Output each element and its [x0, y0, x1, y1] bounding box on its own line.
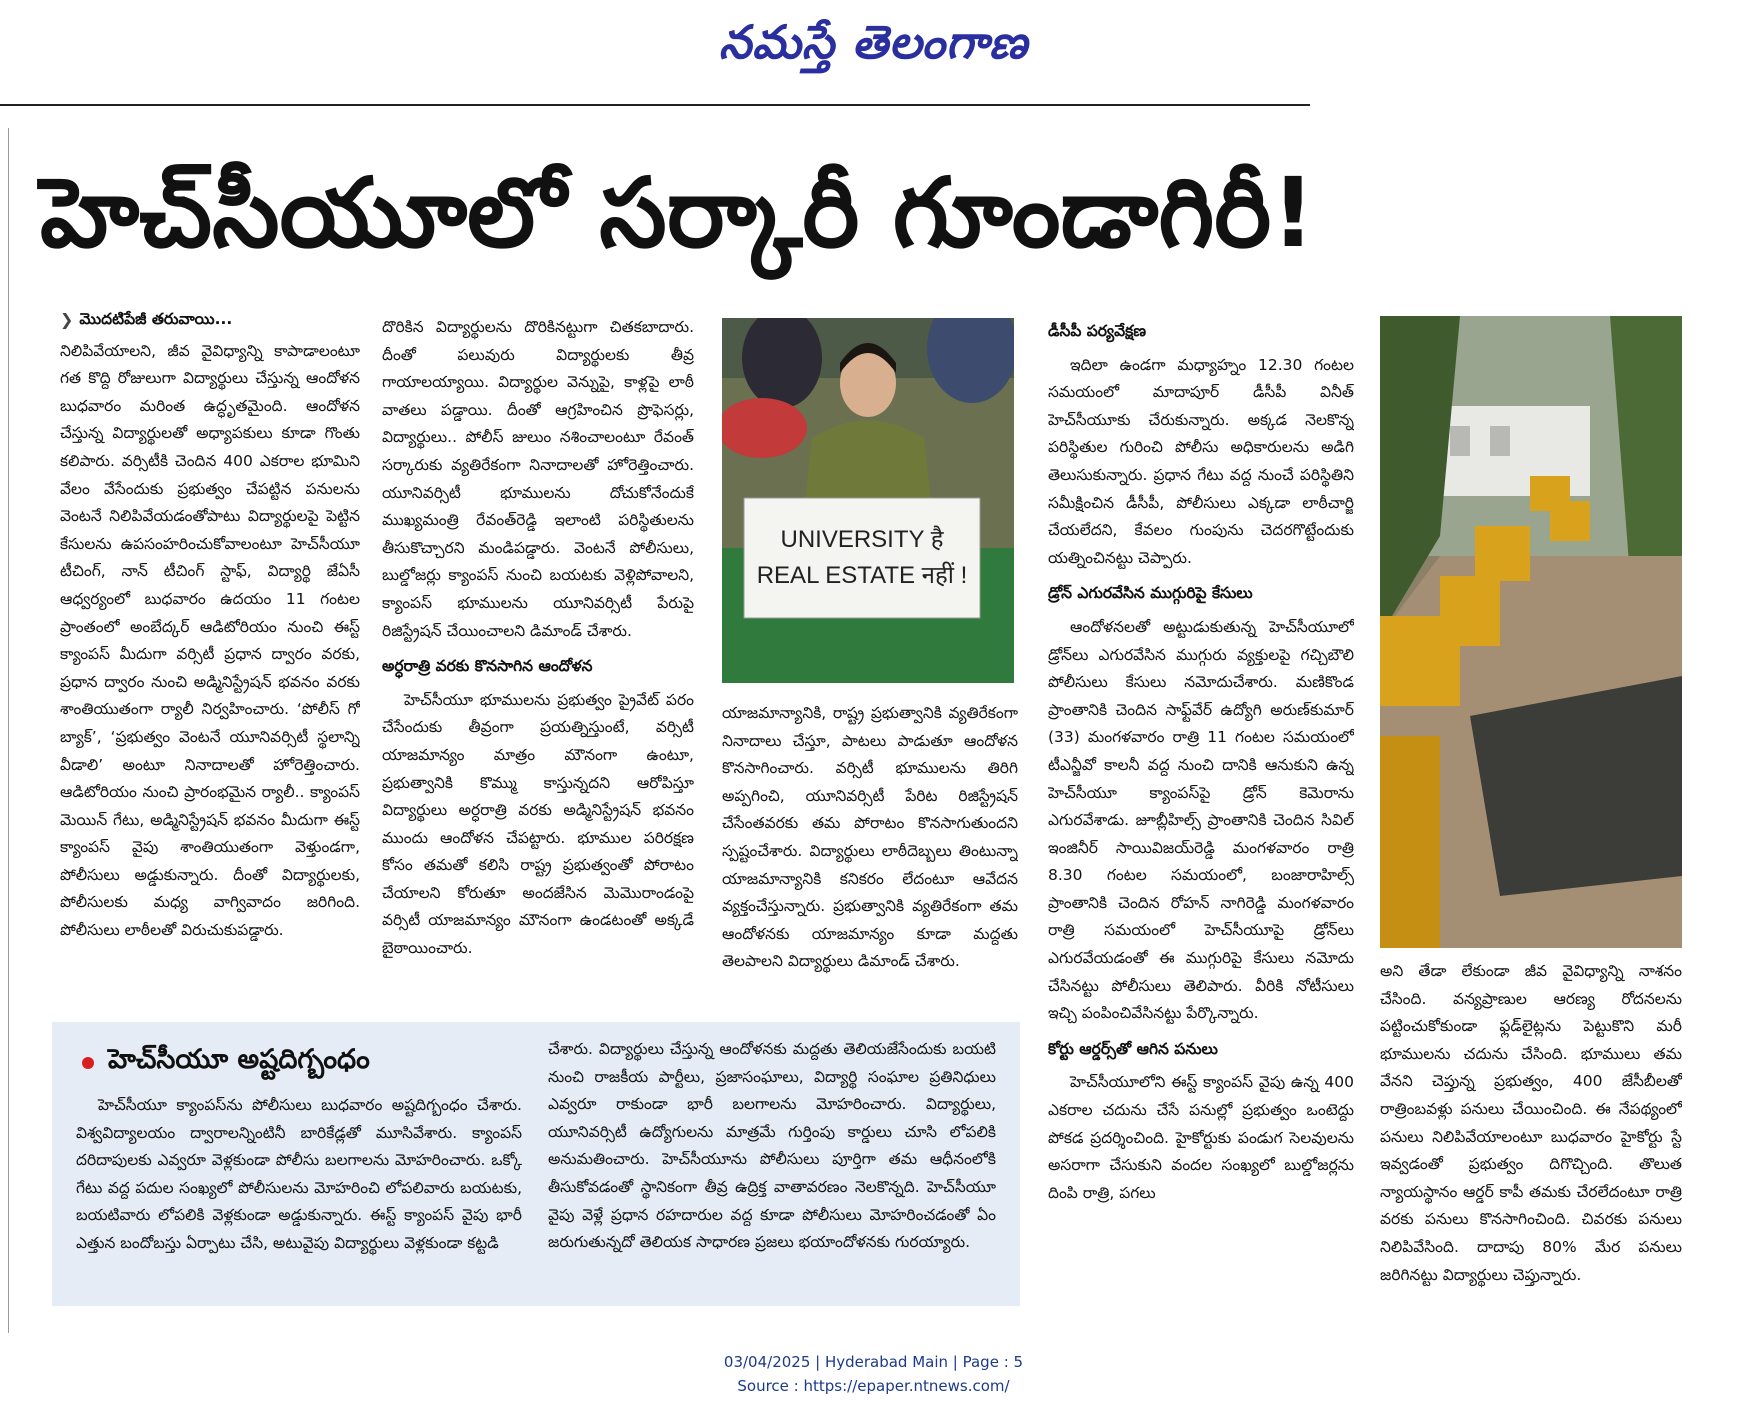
bullet-dot-icon — [82, 1057, 94, 1069]
boxed-right-text: చేశారు. విద్యార్థులు చేస్తున్న ఆందోళనకు మద్దతు తెలియజేసేందుకు బయటి నుంచి రాజకీయ పార్టీలు, ప్రజాసంఘాలు, విద్యార్థి సంఘాల ప్రతినిధులు ఎవ్వరూ రాకుండా భారీ బలగాలను మోహరించారు. విద్యార్థులు, యూనివర్సిటీ ఉద్యోగులను మాత్రమే గుర్తింపు కార్డులు చూసి లోపలికి అనుమతించారు. హెచ్‌సీయూను పోలీసులు పూర్తిగా తమ ఆధీనంలోకి తీసుకోవడంతో స్థానికంగా తీవ్ర ఉద్రిక్త వాతావరణం నెలకొన్నది. హెచ్‌సీయూ వైపు వెళ్లే ప్రధాన రహదారుల వద్ద కూడా పోలీసులు మోహరించడంతో ఏం జరుగుతున్నదో తెలియక సాధారణ ప్రజలు భయాందోళనకు గురయ్యారు. — [548, 1040, 996, 1252]
continuation-kicker — [60, 306, 360, 334]
article-column-2 — [382, 314, 694, 1014]
column-1-text: నిలిపివేయాలని, జీవ వైవిధ్యాన్ని కాపాడాలంటూ గత కొద్ది రోజులుగా విద్యార్థులు చేస్తున్న ఆందోళన బుధవారం మరింత ఉద్ధృతమైంది. ఆందోళన చేస్తున్న విద్యార్థులతో అధ్యాపకులు కూడా గొంతు కలిపారు. వర్సిటీకి చెందిన 400 ఎకరాల భూమిని వేలం వేసేందుకు ప్రభుత్వం చేపట్టిన పనులను వెంటనే నిలిపివేయడంతోపాటు విద్యార్థులపై పెట్టిన కేసులను ఉపసంహరించుకోవాలంటూ హెచ్‌సీయూ టీచింగ్, నాన్ టీచింగ్ స్టాఫ్, విద్యార్థి జేఏసీ ఆధ్వర్యంలో బుధవారం ఉదయం 11 గంటల ప్రాంతంలో అంబేద్కర్ ఆడిటోరియం నుంచి ఈస్ట్ క్యాంపస్ మీదుగా వర్సిటీ ప్రధాన ద్వారం వరకు, ప్రధాన ద్వారం నుంచి అడ్మినిస్ట్రేషన్ భవనం వరకు శాంతియుతంగా ర్యాలీ నిర్వహించారు. ‘పోలీస్ గో బ్యాక్’, ‘ప్రభుత్వం వెంటనే యూనివర్సిటీ స్థలాన్ని వీడాలి’ అంటూ నినాదాలతో హోరెత్తించారు. ఆడిటోరియం నుంచి ప్రారంభమైన ర్యాలీ.. క్యాంపస్ మెయిన్ గేటు, అడ్మినిస్ట్రేషన్ భవనం మీదుగా ఈస్ట్ క్యాంపస్ వైపు శాంతియుతంగా వెళ్తుండగా, పోలీసులు అడ్డుకున్నారు. దీంతో విద్యార్థులకు, పోలీసులకు మధ్య వాగ్వివాదం జరిగింది. పోలీసులు లాఠీలతో విరుచుకుపడ్డారు. — [60, 341, 360, 940]
footer-date-edition: 03/04/2025 | Hyderabad Main | Page : 5 — [723, 1353, 1024, 1371]
protest-sign-text — [744, 498, 980, 618]
article-column-5 — [1380, 958, 1682, 1310]
masthead-rule — [0, 104, 1310, 106]
column-5-text: అని తేడా లేకుండా జీవ వైవిధ్యాన్ని నాశనం చేసింది. వన్యప్రాణుల ఆరణ్య రోదనలను పట్టించుకోకుండా ఫ్లడ్‌లైట్లను పెట్టుకొని మరీ భూములను చదును చేసింది. భూములు తమ వేనని చెప్తున్న ప్రభుత్వం, 400 జేసీబీలతో రాత్రింబవళ్లు పనులు చేయించింది. ఈ నేపథ్యంలో పనులు నిలిపివేయాలంటూ బుధవారం హైకోర్టు స్టే ఇవ్వడంతో ప్రభుత్వం దిగొచ్చింది. తొలుత న్యాయస్థానం ఆర్డర్ కాపీ తమకు చేరలేదంటూ రాత్రి వరకు పనులు కొనసాగించింది. చివరకు పనులు నిలిపివేసింది. దాదాపు 80% మేర పనులు జరిగినట్టు విద్యార్థులు చెప్తున్నారు. — [1380, 962, 1682, 1284]
column-4-text-1: ఇదిలా ఉండగా మధ్యాహ్నం 12.30 గంటల సమయంలో మాదాపూర్ డీసీపీ వినీత్ హెచ్‌సీయూకు చేరుకున్నారు. అక్కడ నెలకొన్న పరిస్థితుల గురించి పోలీసు అధికారులను అడిగి తెలుసుకున్నారు. ప్రధాన గేటు వద్ద నుంచే పరిస్థితిని సమీక్షించిన డీసీపీ, పోలీసులు ఎక్కడా లాఠీచార్జి చేయలేదని, కేవలం గుంపును చెదరగొట్టేందుకు యత్నించినట్టు చెప్పారు. — [1048, 355, 1354, 567]
kicker-text: మొదటిపేజీ తరువాయి... — [79, 310, 233, 328]
sign-line-1: UNIVERSITY है — [780, 526, 944, 553]
article-column-3 — [722, 700, 1018, 1016]
boxed-story-title — [82, 1044, 370, 1082]
column-2-text-2: హెచ్‌సీయూ భూములను ప్రభుత్వం ప్రైవేట్ పరం చేసేందుకు తీవ్రంగా ప్రయత్నిస్తుంటే, వర్సిటీ యాజమాన్యం మాత్రం మౌనంగా ఉంటూ, ప్రభుత్వానికి కొమ్ము కాస్తున్నదని ఆరోపిస్తూ విద్యార్థులు అర్ధరాత్రి వరకు అడ్మినిస్ట్రేషన్ భవనం ముందు ఆందోళన చేపట్టారు. భూముల పరిరక్షణ కోసం తమతో కలిసి రాష్ట్ర ప్రభుత్వంతో పోరాటం చేయాలని కోరుతూ అందజేసిన మెమొరాండంపై వర్సిటీ యాజమాన్యం మౌనంగా ఉండటంతో అక్కడే బైఠాయించారు. — [382, 690, 694, 958]
protest-photo — [722, 318, 1014, 683]
newspaper-masthead: నమస్తే తెలంగాణ — [718, 15, 1029, 69]
column-4-text-3: హెచ్‌సీయూలోని ఈస్ట్ క్యాంపస్ వైపు ఉన్న 400 ఎకరాల చదును చేసే పనుల్లో ప్రభుత్వం ఒంటెద్దు పోకడ ప్రదర్శించింది. హైకోర్టుకు పండుగ సెలవులను అసరాగా చేసుకుని వందల సంఖ్యలో బుల్డోజర్లను దింపి రాత్రి, పగలు — [1048, 1073, 1354, 1202]
subheading-midnight-protest: అర్ధరాత్రి వరకు కొనసాగిన ఆందోళన — [382, 657, 593, 676]
column-3-text: యాజమాన్యానికి, రాష్ట్ర ప్రభుత్వానికి వ్యతిరేకంగా నినాదాలు చేస్తూ, పాటలు పాడుతూ ఆందోళన కొనసాగించారు. వర్సిటీ భూములను తిరిగి అప్పగించి, యూనివర్సిటీ పేరిట రిజిస్ట్రేషన్ చేసేంతవరకు తమ పోరాటం కొనసాగుతుందని స్పష్టంచేశారు. విద్యార్థులు లాఠీదెబ్బలు తింటున్నా యాజమాన్యానికి కనికరం లేదంటూ ఆవేదన వ్యక్తంచేస్తున్నారు. ప్రభుత్వానికి వ్యతిరేకంగా తమ ఆందోళనకు యాజమాన్యం కూడా మద్దతు తెలపాలని విద్యార్థులు డిమాండ్ చేశారు. — [722, 704, 1018, 971]
boxed-title-text: హెచ్‌సీయూ అష్టదిగ్బంధం — [108, 1044, 370, 1075]
article-column-4 — [1048, 318, 1354, 1318]
bulldozers-photo — [1380, 316, 1682, 948]
bulldozers-photo-illustration — [1380, 316, 1682, 948]
subheading-dcp-supervision: డీసీపీ పర్యవేక్షణ — [1048, 322, 1146, 340]
page-left-rule — [8, 128, 9, 1333]
article-headline: హెచ్‌సీయూలో సర్కారీ గూండాగిరీ! — [40, 157, 1316, 269]
boxed-story-right — [548, 1036, 996, 1304]
footer-source-link[interactable]: Source : https://epaper.ntnews.com/ — [737, 1377, 1010, 1395]
boxed-left-text: హెచ్‌సీయూ క్యాంపస్‌ను పోలీసులు బుధవారం అష్టదిగ్బంధం చేశారు. విశ్వవిద్యాలయం ద్వారాలన్నింటినీ బారికేడ్లతో మూసివేశారు. క్యాంపస్ దరిదాపులకు ఎవ్వరూ వెళ్లకుండా పోలీసు బలగాలను మోహరించారు. ఒక్కో గేటు వద్ద పదుల సంఖ్యలో పోలీసులను మోహరించి లోపలివారు బయటకు, బయటివారు లోపలికి వెళ్లకుండా అడ్డుకున్నారు. ఈస్ట్ క్యాంపస్ వైపు భారీ ఎత్తున బందోబస్తు ఏర్పాటు చేసి, అటువైపు విద్యార్థులు వెళ్లకుండా కట్టడి — [76, 1096, 522, 1252]
subheading-drone-cases: డ్రోన్ ఎగురవేసిన ముగ్గురిపై కేసులు — [1048, 584, 1253, 603]
sign-line-2: REAL ESTATE नहीं ! — [756, 562, 968, 589]
column-2-text-1: దొరికిన విద్యార్థులను దొరికినట్టుగా చితకబాదారు. దీంతో పలువురు విద్యార్థులకు తీవ్ర గాయాలయ్యాయి. విద్యార్థుల వెన్నుపై, కాళ్లపై లాఠీ వాతలు పడ్డాయి. దీంతో ఆగ్రహించిన ప్రొఫెసర్లు, విద్యార్థులు.. పోలీస్ జులుం నశించాలంటూ రేవంత్ సర్కారుకు వ్యతిరేకంగా నినాదాలతో హోరెత్తించారు. యూనివర్సిటీ భూములను దోచుకోనేందుకే ముఖ్యమంత్రి రేవంత్‌రెడ్డి ఇలాంటి పరిస్థితులను తీసుకొచ్చారని మండిపడ్డారు. వెంటనే పోలీసులు, బుల్డోజర్లు క్యాంపస్ నుంచి బయటకు వెళ్లిపోవాలని, క్యాంపస్ భూములను యూనివర్సిటీ పేరుపై రిజిస్ట్రేషన్ చేయించాలని డిమాండ్ చేశారు. — [382, 318, 694, 640]
column-4-text-2: ఆందోళనలతో అట్టుడుకుతున్న హెచ్‌సీయూలో డ్రోన్‌లు ఎగురవేసిన ముగ్గురు వ్యక్తులపై గచ్చిబౌలి పోలీసులు కేసులు నమోదుచేశారు. మణికొండ ప్రాంతానికి చెందిన సాఫ్ట్‌వేర్ ఉద్యోగి అరుణ్‌కుమార్ (33) మంగళవారం రాత్రి 11 గంటల సమయంలో టీఎన్జీవో కాలనీ వద్ద నుంచి దానికి ఆనుకుని ఉన్న హెచ్‌సీయూ క్యాంపస్‌పై డ్రోన్ కెమెరాను ఎగురవేశాడు. జూబ్లీహిల్స్ ప్రాంతానికి చెందిన సివిల్ ఇంజినీర్ సాయివిజయ్‌రెడ్డి మంగళవారం రాత్రి 8.30 గంటల సమయంలో, బంజారాహిల్స్ ప్రాంతానికి చెందిన రోహన్ నాగిరెడ్డి మంగళవారం రాత్రి సమయంలో హెచ్‌సీయూపై డ్రోన్‌లు ఎగురవేయడంతో ఈ ముగ్గురిపై కేసులు నమోదు చేసినట్టు పోలీసులు తెలిపారు. వీరికి నోటీసులు ఇచ్చి పంపించివేసినట్టు పేర్కొన్నారు. — [1048, 617, 1354, 1023]
article-column-1 — [60, 306, 360, 1016]
subheading-court-orders: కోర్టు ఆర్డర్స్‌తో ఆగిన పనులు — [1048, 1039, 1218, 1058]
chevron-right-icon: ❯ — [60, 310, 74, 329]
page-footer — [0, 1350, 1747, 1398]
boxed-story-left — [76, 1092, 522, 1304]
